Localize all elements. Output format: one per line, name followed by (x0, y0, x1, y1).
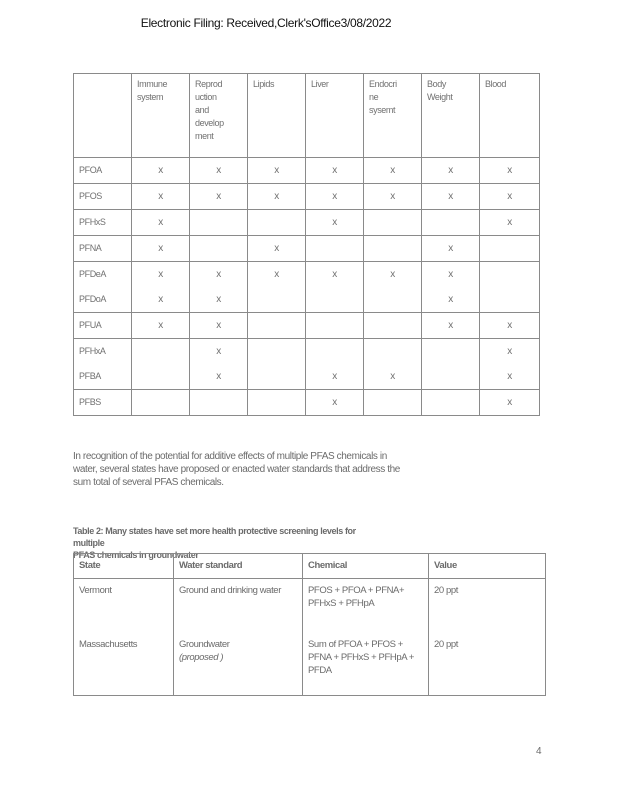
chemical-name-cell: PFOS (74, 184, 132, 210)
standard-note: (proposed ) (179, 652, 224, 663)
header-line: system (137, 92, 164, 102)
header-line: Weight (427, 92, 453, 102)
header-cell (190, 74, 248, 158)
header-line: Lipids (253, 79, 275, 89)
effect-mark-cell: x (480, 313, 540, 339)
header-line: ne (369, 92, 379, 102)
chemical-name-cell: PFNA (74, 236, 132, 262)
effect-mark-cell (306, 287, 364, 313)
header-line: Endocri (369, 79, 397, 89)
effect-mark-cell (364, 287, 422, 313)
standard-cell (174, 633, 303, 696)
header-cell (422, 74, 480, 158)
chemical-name-cell: PFBA (74, 364, 132, 390)
effect-mark-cell: x (422, 313, 480, 339)
effect-mark-cell: x (480, 390, 540, 416)
header-value: Value (429, 554, 546, 579)
effect-mark-cell (190, 390, 248, 416)
effect-mark-cell (422, 339, 480, 365)
effect-mark-cell: x (364, 262, 422, 288)
effect-mark-cell: x (132, 210, 190, 236)
effect-mark-cell (248, 364, 306, 390)
header-state: State (74, 554, 174, 579)
header-cell (364, 74, 422, 158)
effect-mark-cell (364, 236, 422, 262)
caption-line-1: Table 2: Many states have set more health protective screening levels for multiple (73, 526, 356, 548)
effect-mark-cell (364, 339, 422, 365)
effect-mark-cell: x (306, 158, 364, 184)
chemical-name-cell: PFDeA (74, 262, 132, 288)
header-blank (74, 74, 132, 158)
effect-mark-cell: x (480, 210, 540, 236)
effect-mark-cell: x (306, 390, 364, 416)
effect-mark-cell: x (364, 364, 422, 390)
effect-mark-cell: x (306, 184, 364, 210)
additive-effects-paragraph: In recognition of the potential for additive effects of multiple PFAS chemicals in water, several states have proposed or enacted water standards that address the sum total of several PFAS chemicals. (73, 451, 400, 488)
effect-mark-cell (364, 210, 422, 236)
effect-mark-cell (364, 313, 422, 339)
header-cell (248, 74, 306, 158)
table-row (74, 262, 540, 288)
chemical-name-cell: PFHxA (74, 339, 132, 365)
effect-mark-cell: x (364, 184, 422, 210)
effect-mark-cell: x (480, 158, 540, 184)
table2-header-row (74, 554, 546, 579)
caption-line-2: PFAS chemicals in groundwater (73, 550, 199, 560)
header-line: Immune (137, 79, 168, 89)
effect-mark-cell: x (422, 287, 480, 313)
effect-mark-cell: x (480, 184, 540, 210)
header-cell (480, 74, 540, 158)
effect-mark-cell: x (190, 364, 248, 390)
effect-mark-cell: x (190, 313, 248, 339)
header-cell (306, 74, 364, 158)
effect-mark-cell: x (190, 158, 248, 184)
effect-mark-cell: x (422, 184, 480, 210)
chemical-cell: Sum of PFOA + PFOS + PFNA + PFHxS + PFHpA + PFDA (303, 633, 429, 696)
chemical-name-cell: PFOA (74, 158, 132, 184)
header-line: develop (195, 118, 224, 128)
effect-mark-cell: x (190, 287, 248, 313)
value-cell: 20 ppt (429, 633, 546, 696)
effect-mark-cell (422, 390, 480, 416)
table-row (74, 236, 540, 262)
table-row (74, 579, 546, 634)
state-cell: Vermont (74, 579, 174, 634)
table-row (74, 158, 540, 184)
state-standards-table (73, 553, 546, 696)
effect-mark-cell (422, 210, 480, 236)
effect-mark-cell: x (132, 184, 190, 210)
standard-cell (174, 579, 303, 634)
effect-mark-cell: x (306, 210, 364, 236)
effect-mark-cell: x (248, 262, 306, 288)
table-row (74, 184, 540, 210)
effect-mark-cell (306, 313, 364, 339)
effect-mark-cell: x (132, 158, 190, 184)
electronic-filing-header: Electronic Filing: Received,Clerk'sOffice3/08/2022 (140, 16, 392, 30)
effect-mark-cell: x (248, 184, 306, 210)
effect-mark-cell: x (422, 236, 480, 262)
chemical-name-cell: PFBS (74, 390, 132, 416)
effect-mark-cell (132, 339, 190, 365)
health-effects-table (73, 73, 540, 416)
header-line: and (195, 105, 209, 115)
effect-mark-cell (132, 364, 190, 390)
effect-mark-cell (248, 390, 306, 416)
effect-mark-cell (248, 313, 306, 339)
effect-mark-cell (480, 262, 540, 288)
header-cell (132, 74, 190, 158)
effect-mark-cell: x (190, 184, 248, 210)
effect-mark-cell: x (132, 287, 190, 313)
effect-mark-cell (306, 236, 364, 262)
effect-mark-cell (248, 210, 306, 236)
header-line: Liver (311, 79, 329, 89)
effect-mark-cell: x (480, 339, 540, 365)
effect-mark-cell (480, 236, 540, 262)
effect-mark-cell (480, 287, 540, 313)
effect-mark-cell: x (190, 339, 248, 365)
standard-text: Ground and drinking water (179, 585, 281, 596)
effect-mark-cell: x (422, 262, 480, 288)
table-header-row (74, 74, 540, 158)
effect-mark-cell: x (132, 236, 190, 262)
chemical-name-cell: PFDoA (74, 287, 132, 313)
effect-mark-cell: x (190, 262, 248, 288)
effect-mark-cell: x (132, 262, 190, 288)
table-row (74, 339, 540, 365)
effect-mark-cell (364, 390, 422, 416)
header-chemical: Chemical (303, 554, 429, 579)
effect-mark-cell: x (364, 158, 422, 184)
effect-mark-cell (190, 236, 248, 262)
header-line: sysemt (369, 105, 396, 115)
header-line: Body (427, 79, 446, 89)
effect-mark-cell: x (248, 158, 306, 184)
table-row (74, 633, 546, 696)
effect-mark-cell: x (422, 158, 480, 184)
effect-mark-cell (190, 210, 248, 236)
page-number: 4 (536, 746, 542, 757)
table-row (74, 390, 540, 416)
header-line: Blood (485, 79, 507, 89)
header-line: uction (195, 92, 217, 102)
effect-mark-cell: x (306, 364, 364, 390)
effect-mark-cell (248, 339, 306, 365)
effect-mark-cell: x (306, 262, 364, 288)
effect-mark-cell (422, 364, 480, 390)
chemical-cell: PFOS + PFOA + PFNA+ PFHxS + PFHpA (303, 579, 429, 634)
table-row (74, 287, 540, 313)
effect-mark-cell: x (480, 364, 540, 390)
table-row (74, 313, 540, 339)
chemical-name-cell: PFUA (74, 313, 132, 339)
effect-mark-cell (248, 287, 306, 313)
table-row (74, 210, 540, 236)
table-row (74, 364, 540, 390)
state-cell: Massachusetts (74, 633, 174, 696)
header-line: ment (195, 131, 214, 141)
effect-mark-cell (306, 339, 364, 365)
chemical-name-cell: PFHxS (74, 210, 132, 236)
effect-mark-cell (132, 390, 190, 416)
header-line: Reprod (195, 79, 223, 89)
effect-mark-cell: x (248, 236, 306, 262)
value-cell: 20 ppt (429, 579, 546, 634)
effect-mark-cell: x (132, 313, 190, 339)
standard-text: Groundwater (179, 639, 230, 650)
header-water-standard: Water standard (174, 554, 303, 579)
